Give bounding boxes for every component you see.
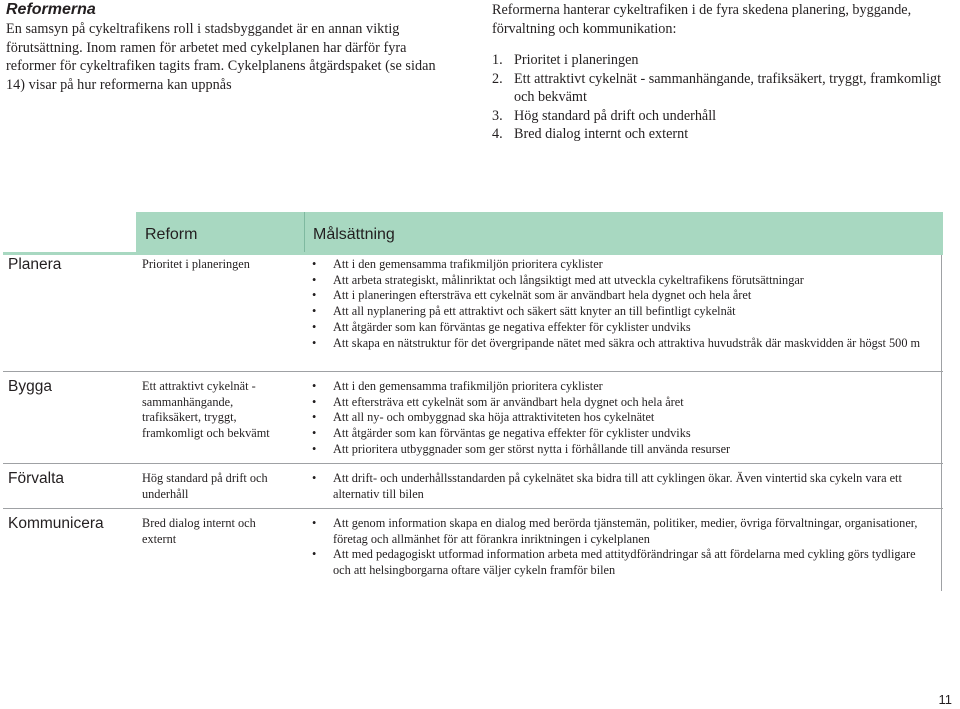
goal-text: Att all nyplanering på ett attraktivt och säkert sätt knyter an till befintligt cykelnät	[333, 304, 736, 319]
goal-item	[311, 304, 931, 320]
row-label-bygga: Bygga	[8, 378, 52, 395]
goal-item	[311, 426, 931, 442]
reform-number: 1.	[492, 52, 503, 68]
goal-item	[311, 547, 931, 578]
goal-item	[311, 336, 931, 352]
reforms-intro-paragraph: Reformerna hanterar cykeltrafiken i de fyra skedena planering, byggande, förvaltning och kommunikation:	[492, 2, 912, 37]
reform-text: Hög standard på drift och underhåll	[514, 107, 717, 124]
reform-list-item	[492, 125, 952, 144]
row-divider	[3, 371, 943, 372]
intro-paragraph: En samsyn på cykeltrafikens roll i stadsbyggandet är en annan viktig förutsättning. Inom ramen för arbetet med cykelplanen har därför fyra reformer för cykeltrafiken tagits fram. Cykelplanens åtgärdspaket (se sidan 14) visar på hur reformerna kan uppnås	[6, 21, 436, 93]
bullet: •	[312, 379, 317, 393]
bullet: •	[312, 394, 317, 409]
goal-text: Att skapa en nätstruktur för det övergripande nätet med säkra och attraktiva huvudstråk där maskvidden är högst 500 m	[333, 335, 921, 350]
goal-item	[311, 273, 931, 289]
row-reform-kommunicera: Bred dialog internt och externt	[142, 516, 256, 546]
row-goals-forvalta	[311, 471, 931, 502]
goal-text: Att eftersträva ett cykelnät som är användbart hela dygnet och hela året	[333, 394, 684, 409]
goal-item	[311, 257, 931, 273]
bullet: •	[312, 471, 317, 485]
bullet: •	[312, 304, 317, 319]
bullet: •	[312, 547, 317, 562]
row-divider	[3, 508, 943, 509]
bullet: •	[312, 426, 317, 441]
reform-list-item	[492, 107, 952, 126]
goal-item	[311, 516, 931, 547]
goal-text: Att drift- och underhållsstandarden på cykelnätet ska bidra till att cyklingen ökar. Även vintertid ska cykeln vara ett alternativ till bilen	[333, 471, 902, 501]
header-divider	[304, 212, 305, 252]
bullet: •	[312, 410, 317, 425]
goal-text: Att arbeta strategiskt, målinriktat och långsiktigt med att utveckla cykeltrafikens förutsättningar	[333, 272, 804, 287]
header-rule	[3, 252, 943, 255]
reform-text: Bred dialog internt och externt	[514, 126, 689, 142]
row-reform-planera: Prioritet i planeringen	[142, 257, 250, 271]
bullet: •	[312, 257, 317, 271]
goal-text: Att genom information skapa en dialog med berörda tjänstemän, politiker, medier, övriga förvaltningar, organisationer, företag och allmänhet för att förankra inriktningen i cykelplanen	[333, 516, 918, 546]
goal-text: Att all ny- och ombyggnad ska höja attraktiviteten hos cykelnätet	[333, 410, 655, 425]
goal-text: Att åtgärder som kan förväntas ge negativa effekter för cyklister undviks	[333, 426, 691, 441]
row-label-kommunicera: Kommunicera	[8, 515, 104, 532]
bullet: •	[312, 516, 317, 530]
row-label-planera: Planera	[8, 256, 62, 273]
reform-list-item	[492, 70, 952, 107]
bullet: •	[312, 335, 317, 350]
goal-item	[311, 379, 931, 395]
goal-item	[311, 288, 931, 304]
row-goals-bygga	[311, 379, 931, 458]
row-goals-kommunicera	[311, 516, 931, 579]
reform-text: Prioritet i planeringen	[514, 52, 639, 68]
page-number: 11	[938, 692, 952, 707]
row-reform-bygga: Ett attraktivt cykelnät - sammanhängande, trafiksäkert, tryggt, framkomligt och bekvämt	[142, 379, 270, 441]
goal-text: Att med pedagogiskt utformad information arbeta med attitydförändringar så att fördelarna med cykling görs tydligare och att helsingborgarna oftare väljer cykeln framför bilen	[333, 547, 916, 578]
reform-number: 2.	[492, 70, 503, 87]
row-goals-planera	[311, 257, 931, 351]
reform-text: Ett attraktivt cykelnät - sammanhängande, trafiksäkert, tryggt, framkomligt och bekvämt	[514, 70, 942, 105]
bullet: •	[312, 319, 317, 334]
goal-item	[311, 442, 931, 458]
reforms-summary	[492, 0, 952, 144]
bullet: •	[312, 288, 317, 303]
reform-number: 3.	[492, 107, 503, 124]
row-label-forvalta: Förvalta	[8, 470, 64, 487]
reform-list	[492, 51, 952, 144]
reform-number: 4.	[492, 126, 503, 142]
row-divider	[3, 463, 943, 464]
reform-list-item	[492, 51, 952, 70]
goal-item	[311, 471, 931, 502]
reform-table	[3, 212, 942, 591]
column-header-reform: Reform	[145, 226, 198, 243]
section-heading: Reformerna	[6, 1, 96, 18]
goal-text: Att åtgärder som kan förväntas ge negativa effekter för cyklister undviks	[333, 319, 691, 334]
table-header	[136, 212, 943, 252]
goal-item	[311, 410, 931, 426]
goal-item	[311, 320, 931, 336]
goal-text: Att i den gemensamma trafikmiljön prioritera cyklister	[333, 379, 603, 393]
bullet: •	[312, 441, 317, 456]
intro-section	[6, 0, 458, 94]
bullet: •	[312, 272, 317, 287]
goal-text: Att i planeringen eftersträva ett cykelnät som är användbart hela dygnet och hela året	[333, 288, 752, 303]
goal-text: Att prioritera utbyggnader som ger störst nytta i förhållande till använda resurser	[333, 441, 731, 456]
column-header-goal: Målsättning	[313, 226, 395, 243]
goal-item	[311, 395, 931, 411]
goal-text: Att i den gemensamma trafikmiljön prioritera cyklister	[333, 257, 603, 271]
row-reform-forvalta: Hög standard på drift och underhåll	[142, 471, 268, 501]
